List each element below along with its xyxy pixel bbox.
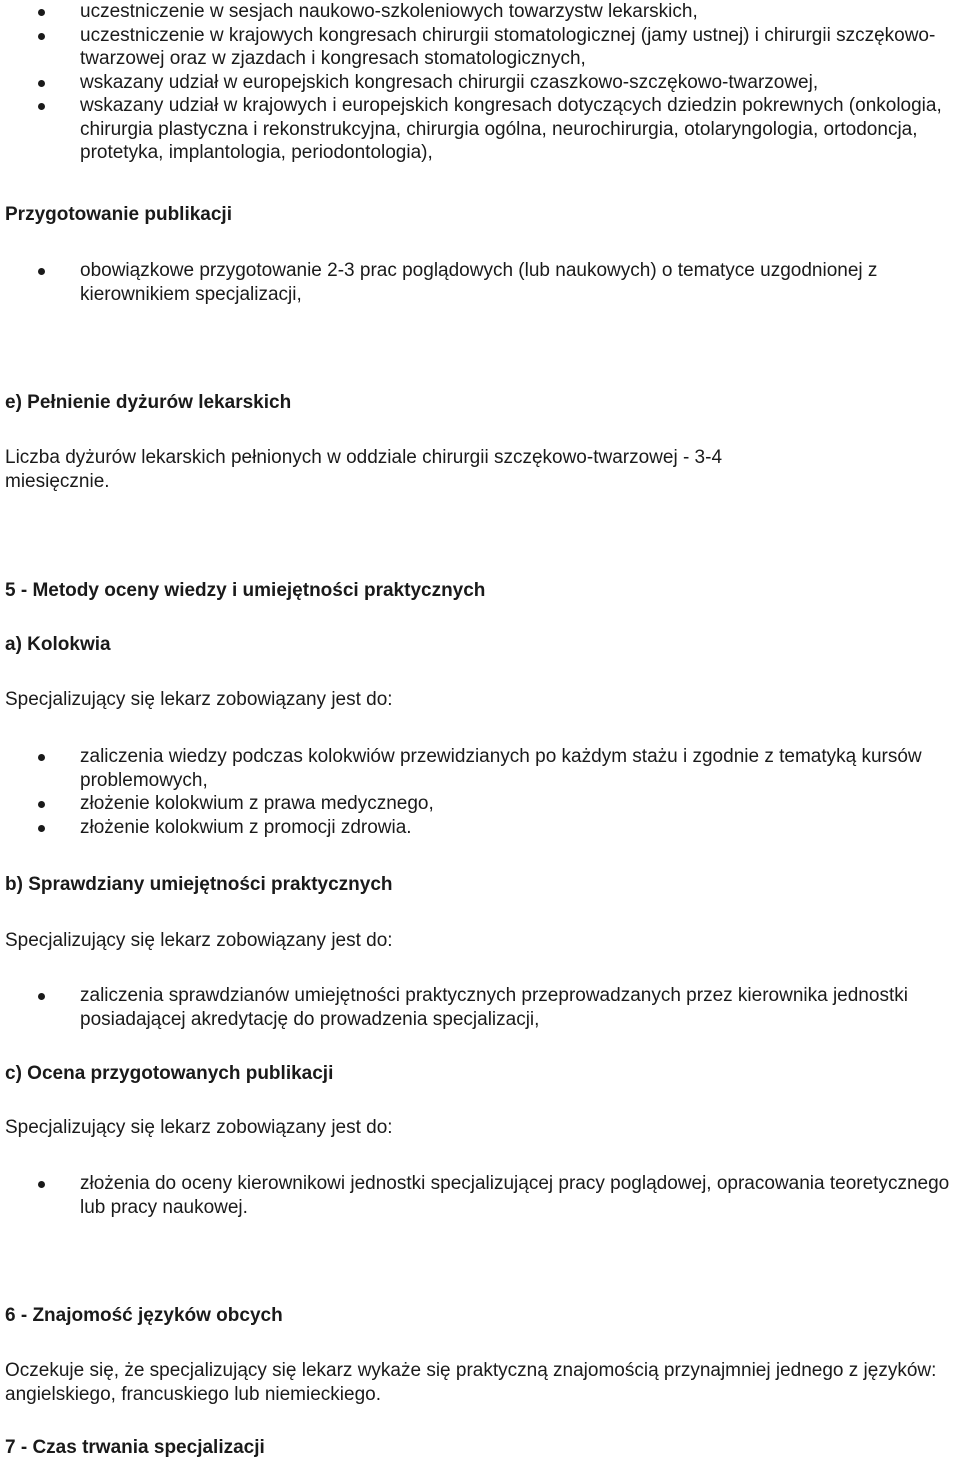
practical-tests-list xyxy=(0,984,960,1031)
section-7-heading: 7 - Czas trwania specjalizacji xyxy=(5,1437,265,1458)
list-item: zaliczenia sprawdzianów umiejętności praktycznych przeprowadzanych przez kierownika jednostki posiadającej akredytację do prowadzenia specjalizacji, xyxy=(0,984,960,1031)
publications-assessment-intro: Specjalizujący się lekarz zobowiązany jest do: xyxy=(5,1117,393,1138)
duties-text: Liczba dyżurów lekarskich pełnionych w oddziale chirurgii szczękowo-twarzowej - 3-4 miesięcznie. xyxy=(5,447,723,492)
list-item: wskazany udział w europejskich kongresach chirurgii czaszkowo-szczękowo-twarzowej, xyxy=(0,71,960,95)
list-item: uczestniczenie w krajowych kongresach chirurgii stomatologicznej (jamy ustnej) i chirurgii szczękowo-twarzowej oraz w zjazdach i kongresach stomatologicznych, xyxy=(0,24,960,71)
list-item: uczestniczenie w sesjach naukowo-szkoleniowych towarzystw lekarskich, xyxy=(0,0,960,24)
publications-assessment-list xyxy=(0,1172,960,1219)
list-item: obowiązkowe przygotowanie 2-3 prac poglądowych (lub naukowych) o tematyce uzgodnionej z kierownikiem specjalizacji, xyxy=(0,259,960,306)
section-5-heading: 5 - Metody oceny wiedzy i umiejętności praktycznych xyxy=(5,580,486,601)
list-item: złożenie kolokwium z prawa medycznego, xyxy=(0,792,960,816)
colloquia-list xyxy=(0,745,960,839)
publications-assessment-heading: c) Ocena przygotowanych publikacji xyxy=(5,1063,334,1084)
publications-list xyxy=(0,259,960,306)
publications-heading: Przygotowanie publikacji xyxy=(5,204,232,225)
participation-list xyxy=(0,0,960,165)
section-6-heading: 6 - Znajomość języków obcych xyxy=(5,1305,283,1326)
practical-tests-heading: b) Sprawdziany umiejętności praktycznych xyxy=(5,874,393,895)
colloquia-intro: Specjalizujący się lekarz zobowiązany jest do: xyxy=(5,689,393,710)
list-item: zaliczenia wiedzy podczas kolokwiów przewidzianych po każdym stażu i zgodnie z tematyką kursów problemowych, xyxy=(0,745,960,792)
list-item: złożenie kolokwium z promocji zdrowia. xyxy=(0,816,960,840)
colloquia-heading: a) Kolokwia xyxy=(5,634,111,655)
duties-heading: e) Pełnienie dyżurów lekarskich xyxy=(5,392,292,413)
list-item: złożenia do oceny kierownikowi jednostki specjalizującej pracy poglądowej, opracowania teoretycznego lub pracy naukowej. xyxy=(0,1172,960,1219)
list-item: wskazany udział w krajowych i europejskich kongresach dotyczących dziedzin pokrewnych (onkologia, chirurgia plastyczna i rekonstrukcyjna, chirurgia ogólna, neurochirurgia, otolaryngologia, ortodoncja, protetyka, implantologia, periodontologia), xyxy=(0,94,960,165)
section-6-text: Oczekuje się, że specjalizujący się lekarz wykaże się praktyczną znajomością przynajmniej jednego z języków: angielskiego, francuskiego lub niemieckiego. xyxy=(5,1360,937,1405)
practical-tests-intro: Specjalizujący się lekarz zobowiązany jest do: xyxy=(5,930,393,951)
